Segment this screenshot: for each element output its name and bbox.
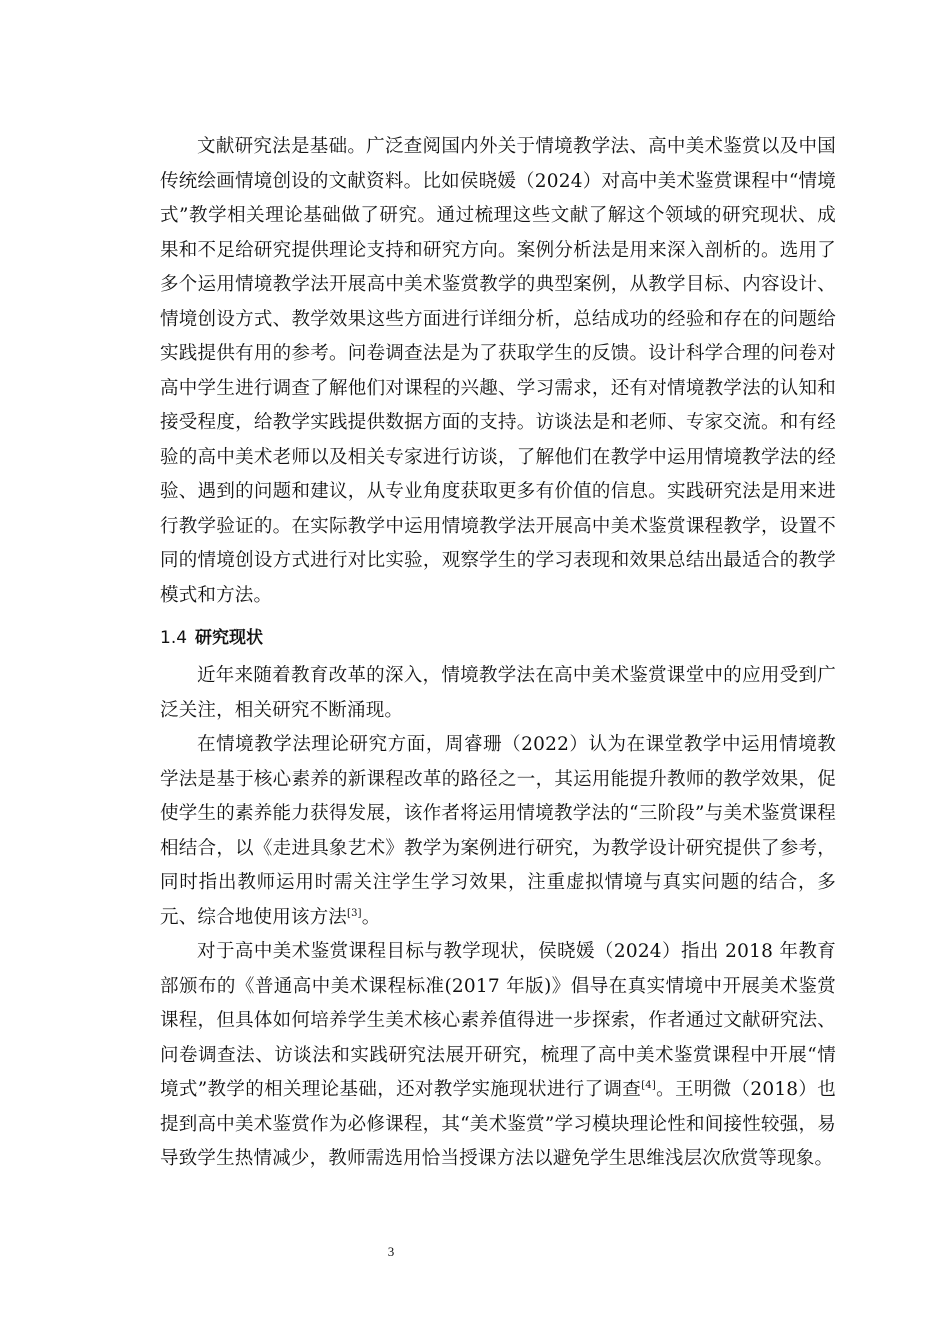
paragraph-theory bbox=[160, 728, 836, 935]
citation-ref-3[interactable]: [3] bbox=[347, 907, 362, 919]
citation-ref-4[interactable]: [4] bbox=[641, 1079, 656, 1091]
section-heading bbox=[160, 623, 836, 653]
paragraph-theory-text: 在情境教学法理论研究方面，周睿珊（2022）认为在课堂教学中运用情境教学法是基于核心素养的新课程改革的路径之一，其运用能提升教师的教学效果，促使学生的素养能力获得发展，该作者将运用情境教学法的“三阶段”与美术鉴赏课程相结合，以《走进具象艺术》教学为案例进行研究，为教学设计研究提供了参考，同时指出教师运用时需关注学生学习效果，注重虚拟情境与真实问题的结合，多元、综合地使用该方法 bbox=[160, 734, 836, 928]
paragraph-curriculum-text: 对于高中美术鉴赏课程目标与教学现状，侯晓媛（2024）指出 2018 年教育部颁布的《普通高中美术课程标准(2017 年版)》倡导在真实情境中开展美术鉴赏课程，但具体如何培养学生美术核心素养值得进一步探索，作者通过文献研究法、问卷调查法、访谈法和实践研究法展开研究，梳理了高中美术鉴赏课程中开展“情境式”教学的相关理论基础，还对教学实施现状进行了调查 bbox=[160, 941, 836, 1100]
paragraph-theory-end: 。 bbox=[361, 906, 381, 928]
page-number: 3 bbox=[387, 1244, 395, 1259]
paragraph-intro: 近年来随着教育改革的深入，情境教学法在高中美术鉴赏课堂中的应用受到广泛关注，相关研究不断涌现。 bbox=[160, 665, 836, 721]
paragraph-curriculum-end: 。王明微（2018）也提到高中美术鉴赏作为必修课程，其“美术鉴赏”学习模块理论性和间接性较强，易导致学生热情减少，教师需选用恰当授课方法以避免学生思维浅层次欣赏等现象。 bbox=[160, 1079, 836, 1169]
paragraph-research-methods: 文献研究法是基础。广泛查阅国内外关于情境教学法、高中美术鉴赏以及中国传统绘画情境创设的文献资料。比如侯晓媛（2024）对高中美术鉴赏课程中“情境式”教学相关理论基础做了研究。通过梳理这些文献了解这个领域的研究现状、成果和不足给研究提供理论支持和研究方向。案例分析法是用来深入剖析的。选用了多个运用情境教学法开展高中美术鉴赏教学的典型案例，从教学目标、内容设计、情境创设方式、教学效果这些方面进行详细分析，总结成功的经验和存在的问题给实践提供有用的参考。问卷调查法是为了获取学生的反馈。设计科学合理的问卷对高中学生进行调查了解他们对课程的兴趣、学习需求，还有对情境教学法的认知和接受程度，给教学实践提供数据方面的支持。访谈法是和老师、专家交流。和有经验的高中美术老师以及相关专家进行访谈，了解他们在教学中运用情境教学法的经验、遇到的问题和建议，从专业角度获取更多有价值的信息。实践研究法是用来进行教学验证的。在实际教学中运用情境教学法开展高中美术鉴赏课程教学，设置不同的情境创设方式进行对比实验，观察学生的学习表现和效果总结出最适合的教学模式和方法。 bbox=[160, 136, 836, 606]
page-body bbox=[160, 130, 836, 1177]
section-title: 研究现状 bbox=[195, 628, 264, 648]
section-number: 1.4 bbox=[160, 628, 188, 648]
paragraph-curriculum bbox=[160, 935, 836, 1177]
